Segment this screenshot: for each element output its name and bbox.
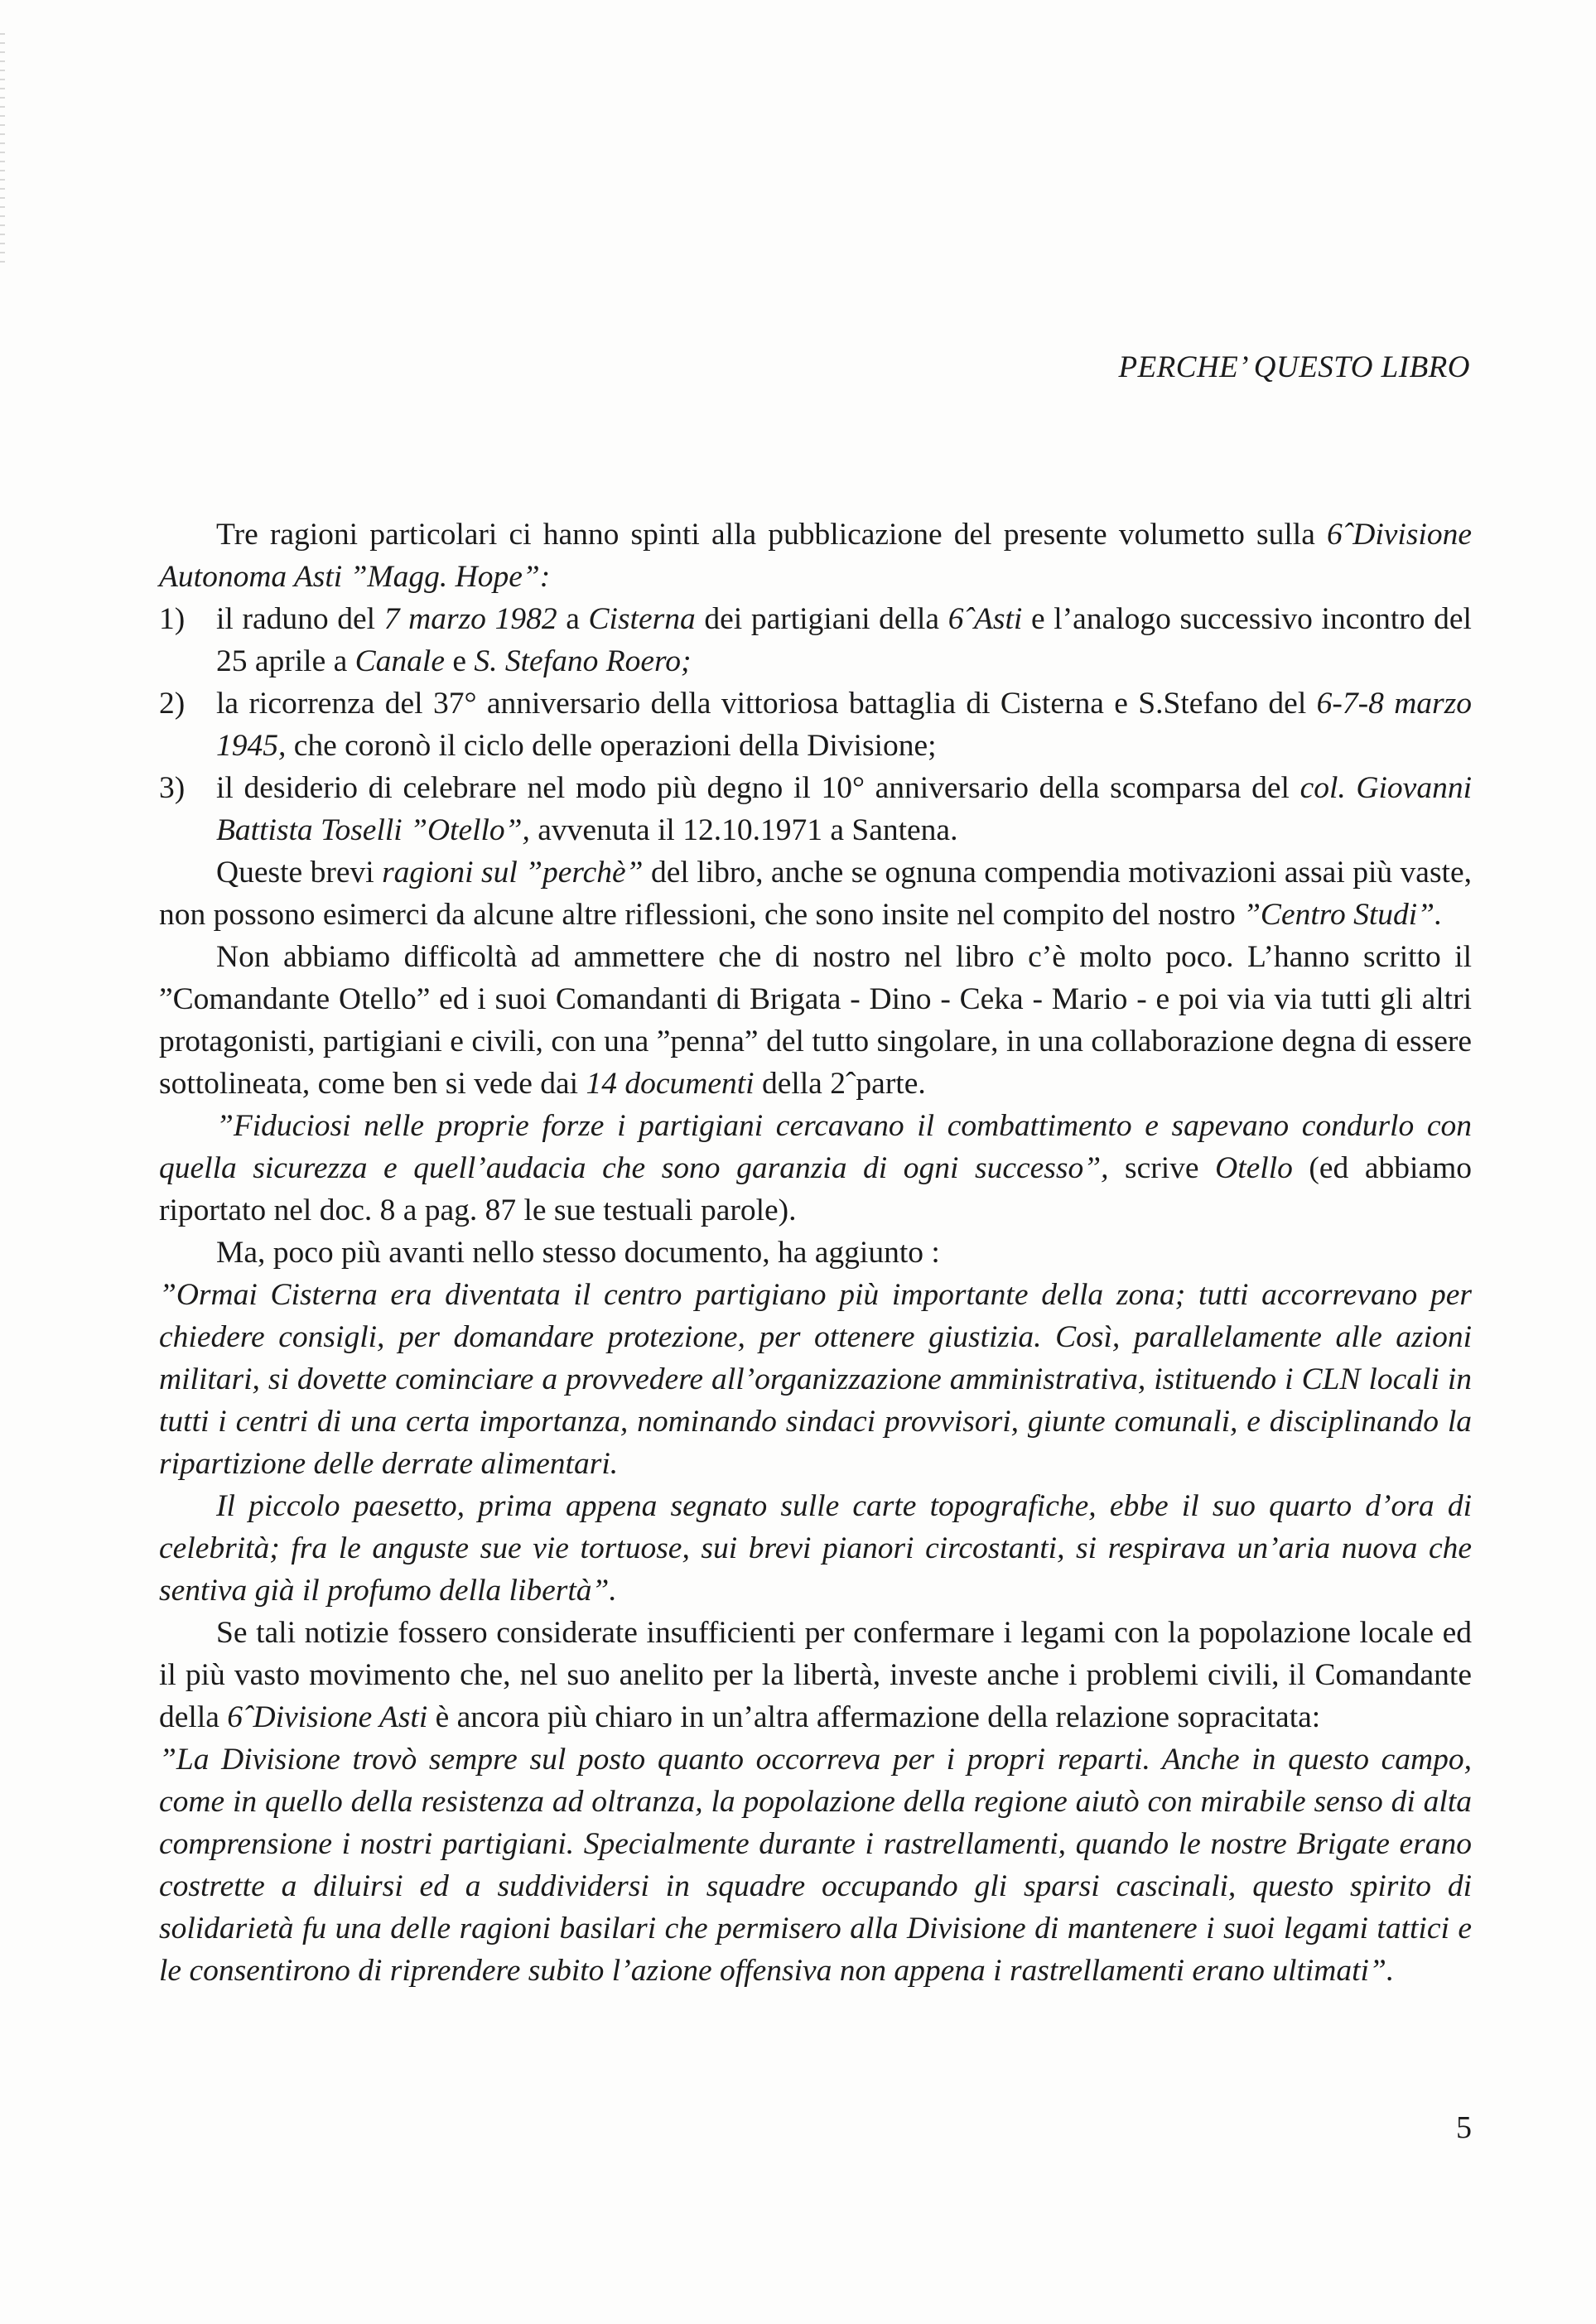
paragraph-piccolo-quote bbox=[159, 1485, 1472, 1612]
list-number: 1) bbox=[159, 602, 186, 636]
list-item bbox=[159, 598, 1472, 682]
list-item bbox=[159, 767, 1472, 851]
list-item bbox=[159, 682, 1472, 767]
text-span: che coronò il ciclo delle operazioni della Divisione; bbox=[286, 729, 937, 763]
text-span: Queste brevi bbox=[216, 856, 383, 890]
paragraph-fiduciosi bbox=[159, 1105, 1472, 1232]
italic-span: 6ˆDivisione Autonoma Asti ”Magg. Hope”: bbox=[159, 518, 1472, 594]
list-number: 2) bbox=[159, 687, 186, 721]
paragraph-la-divisione-quote bbox=[159, 1738, 1472, 1992]
text-span: e bbox=[444, 644, 475, 678]
italic-span: 7 marzo 1982 bbox=[383, 602, 557, 636]
text-span: (ed abbiamo riportato nel doc. 8 a pag. 87 le sue testuali parole). bbox=[159, 1151, 1472, 1227]
paragraph-intro bbox=[159, 513, 1472, 598]
scan-margin-marks bbox=[0, 33, 5, 265]
reasons-list bbox=[159, 598, 1472, 851]
text-span: Non abbiamo difficoltà ad ammettere che di nostro nel libro c’è molto poco. L’hanno scritto il ”Comandante Otello” ed i suoi Comandanti di Brigata - Dino - Ceka - Mario - e poi via via tutti gli altri protagonisti, partigiani e civili, con una ”penna” del tutto singolare, in una collaborazione degna di essere sottolineata, come ben si vede dai bbox=[159, 940, 1472, 1101]
italic-span: ”Fiduciosi nelle proprie forze i partigiani cercavano il combattimento e sapevano condurlo con quella sicurezza e quell’audacia che sono garanzia di ogni successo”, bbox=[159, 1109, 1472, 1185]
text-span: Ma, poco più avanti nello stesso documento, ha aggiunto : bbox=[216, 1236, 940, 1270]
text-span: Se tali notizie fossero considerate insufficienti per confermare i legami con la popolazione locale ed il più vasto movimento che, nel suo anelito per la libertà, investe anche i problemi civili, il Comandante della bbox=[159, 1616, 1472, 1734]
paragraph-se-tali bbox=[159, 1612, 1472, 1738]
text-span: del libro, anche se ognuna compendia motivazioni assai più vaste, non possono esimerci da alcune altre riflessioni, che sono insite nel compito del nostro bbox=[159, 856, 1472, 932]
text-span: il raduno del bbox=[216, 602, 384, 636]
text-span: il desiderio di celebrare nel modo più degno il 10° anniversario della scomparsa del bbox=[216, 771, 1300, 805]
text-span: della 2ˆparte. bbox=[754, 1067, 926, 1101]
italic-span: ”Centro Studi”. bbox=[1243, 898, 1443, 932]
paragraph-queste bbox=[159, 851, 1472, 936]
paragraph-non-abbiamo bbox=[159, 936, 1472, 1105]
italic-span: ”Ormai Cisterna era diventata il centro partigiano più importante della zona; tutti accorrevano per chiedere consigli, per domandare protezione, per ottenere giustizia. Così, parallelamente alle azioni militari, si dovette cominciare a provvedere all’organizzazione amministrativa, istituendo i CLN locali in tutti i centri di una certa importanza, nominando sindaci provvisori, giunte comunali, e disciplinando la ripartizione delle derrate alimentari. bbox=[159, 1278, 1472, 1481]
list-number: 3) bbox=[159, 771, 186, 805]
italic-span: ”La Divisione trovò sempre sul posto quanto occorreva per i propri reparti. Anche in questo campo, come in quello della resistenza ad oltranza, la popolazione della regione aiutò con mirabile senso di alta comprensione i nostri partigiani. Specialmente durante i rastrellamenti, quando le nostre Brigate erano costrette a diluirsi ed a suddividersi in squadre occupando gli sparsi cascinali, questo spirito di solidarietà fu una delle ragioni basilari che permisero alla Divisione di mantenere i suoi legami tattici e le consentirono di riprendere subito l’azione offensiva non appena i rastrellamenti erano ultimati”. bbox=[159, 1743, 1472, 1988]
text-span: è ancora più chiaro in un’altra affermazione della relazione sopracitata: bbox=[427, 1700, 1321, 1734]
text-span: la ricorrenza del 37° anniversario della vittoriosa battaglia di Cisterna e S.Stefano del bbox=[216, 687, 1317, 721]
paragraph-ma bbox=[159, 1232, 1472, 1274]
italic-span: 6ˆDivisione Asti bbox=[227, 1700, 428, 1734]
italic-span: ragioni sul ”perchè” bbox=[382, 856, 644, 890]
text-span: Tre ragioni particolari ci hanno spinti alla pubblicazione del presente volumetto sulla bbox=[216, 518, 1328, 552]
paragraph-ormai-quote bbox=[159, 1274, 1472, 1485]
text-span: e l’analogo successivo incontro del 25 aprile a bbox=[216, 602, 1472, 678]
italic-span: Il piccolo paesetto, prima appena segnato sulle carte topografiche, ebbe il suo quarto d’ora di celebrità; fra le anguste sue vie tortuose, sui brevi pianori circostanti, si respirava un’aria nuova che sentiva già il profumo della libertà”. bbox=[159, 1489, 1472, 1608]
italic-span: Cisterna bbox=[588, 602, 696, 636]
text-span: a bbox=[557, 602, 589, 636]
text-span: dei partigiani della bbox=[695, 602, 948, 636]
text-span: scrive bbox=[1108, 1151, 1216, 1185]
text-span: avvenuta il 12.10.1971 a Santena. bbox=[529, 813, 958, 847]
italic-span: Otello bbox=[1215, 1151, 1293, 1185]
page-header: PERCHE’ QUESTO LIBRO bbox=[1118, 350, 1470, 384]
italic-span: Canale bbox=[354, 644, 445, 678]
italic-span: S. Stefano Roero; bbox=[474, 644, 692, 678]
italic-span: 6ˆAsti bbox=[947, 602, 1023, 636]
italic-span: col. Giovanni Battista Toselli ”Otello”, bbox=[216, 771, 1472, 847]
italic-span: 14 documenti bbox=[586, 1067, 755, 1101]
page-number: 5 bbox=[1456, 2110, 1472, 2145]
italic-span: 6-7-8 marzo 1945, bbox=[216, 687, 1472, 763]
body-text bbox=[159, 513, 1472, 1992]
